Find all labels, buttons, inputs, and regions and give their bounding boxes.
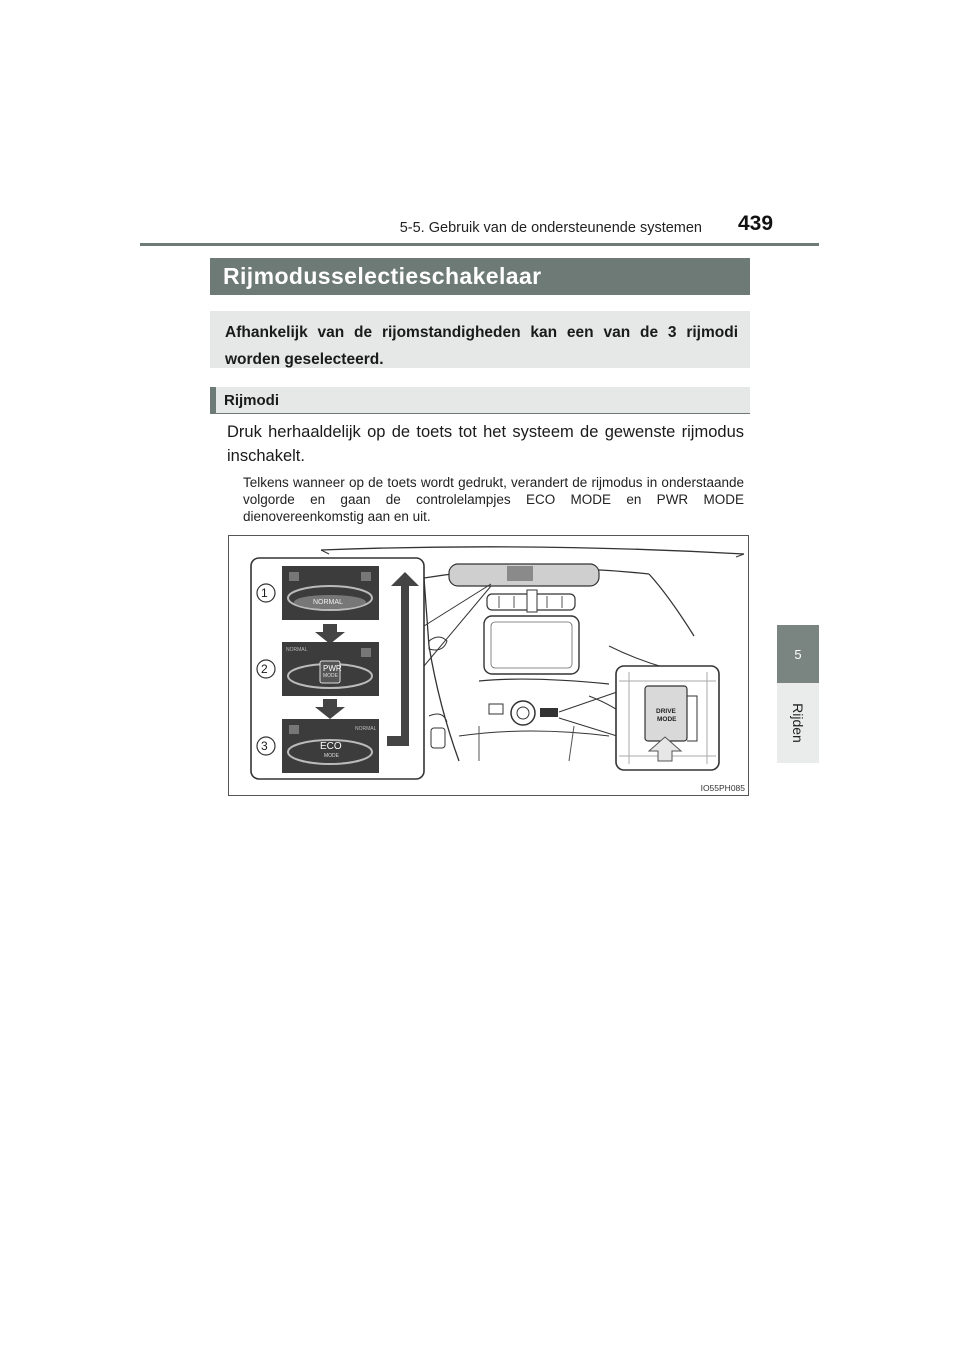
- display-normal-small-label: NORMAL: [286, 647, 308, 653]
- subheading-text: Rijmodi: [224, 392, 279, 409]
- chapter-tab-number: 5: [777, 625, 819, 683]
- figure-code: IO55PH085: [700, 783, 745, 793]
- step-number-2: 2: [261, 662, 268, 676]
- body-paragraph: Druk herhaaldelijk op de toets tot het systeem de gewenste rijmodus inschakelt.: [227, 423, 744, 465]
- display-eco-label: ECO: [320, 741, 342, 752]
- running-header-section: 5-5. Gebruik van de ondersteunende systemen: [399, 220, 702, 236]
- display-eco-mode-label: MODE: [324, 753, 339, 759]
- drive-mode-button-line2: MODE: [657, 716, 677, 723]
- drive-mode-illustration: [228, 535, 749, 796]
- intro-box: [210, 311, 750, 368]
- page-number: 439: [738, 212, 774, 235]
- chapter-tab-label: [777, 683, 819, 763]
- chapter-tab-label-text: Rijden: [790, 703, 806, 743]
- subheading-bar: [210, 387, 750, 414]
- intro-text: Afhankelijk van de rijomstandigheden kan een van de 3 rijmodi worden geselecteerd.: [225, 324, 738, 368]
- display-normal-label: NORMAL: [313, 599, 343, 606]
- section-title-bar: [210, 258, 750, 295]
- drive-mode-button-line1: DRIVE: [656, 708, 676, 715]
- subheading-accent: [210, 387, 216, 414]
- section-title: Rijmodusselectieschakelaar: [223, 263, 542, 289]
- note-paragraph: Telkens wanneer op de toets wordt gedrukt, verandert de rijmodus in onderstaande volgorde en gaan de controlelampjes ECO MODE en PWR MODE dienovereenkomstig aan en uit.: [243, 475, 744, 524]
- step-number-1: 1: [261, 586, 268, 600]
- header-rule: [140, 243, 819, 246]
- display-pwr-label: PWR: [323, 664, 342, 673]
- illustration-drawing: [229, 536, 749, 796]
- display-pwr-mode-label: MODE: [323, 673, 338, 679]
- display-normal-eco-label: NORMAL: [355, 726, 377, 732]
- step-number-3: 3: [261, 739, 268, 753]
